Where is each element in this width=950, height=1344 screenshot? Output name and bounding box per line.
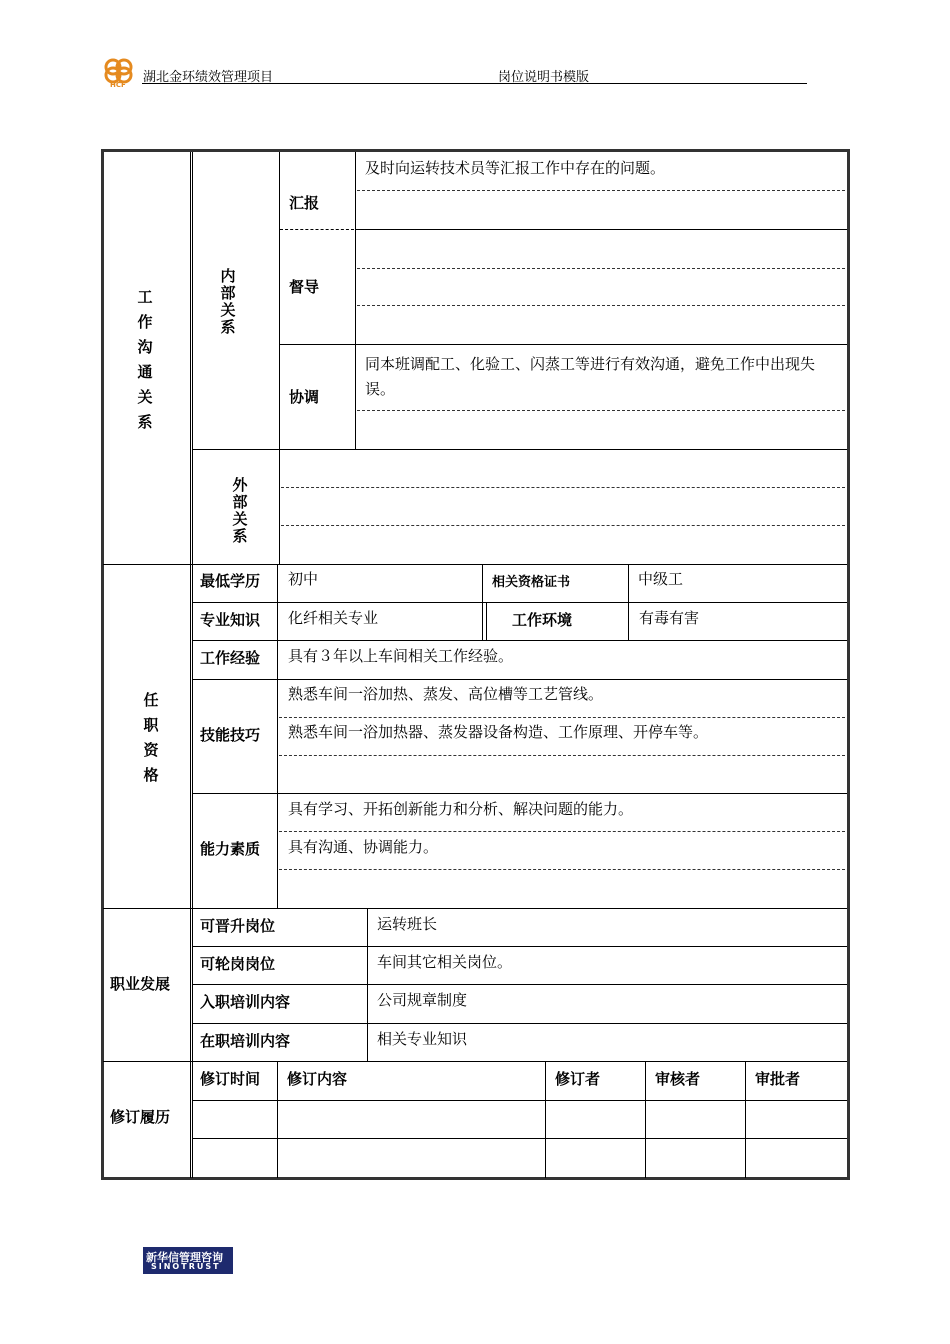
coordinate-text: 同本班调配工、化验工、闪蒸工等进行有效沟通，避免工作中出现失误。 (365, 355, 816, 398)
environment-label: 工作环境 (512, 611, 573, 629)
ability-line-1: 具有学习、开拓创新能力和分析、解决问题的能力。 (288, 800, 634, 818)
company-logo (100, 55, 140, 91)
revision-col-reviser: 修订者 (555, 1070, 601, 1088)
logo-text: HCF (110, 81, 126, 89)
revision-section-label: 修订履历 (110, 1108, 171, 1126)
certificate-label: 相关资格证书 (492, 575, 571, 590)
rotation-value: 车间其它相关岗位。 (377, 953, 513, 971)
supervise-label: 督导 (289, 278, 320, 296)
revision-col-time: 修订时间 (200, 1070, 261, 1088)
promotion-value: 运转班长 (377, 915, 438, 933)
external-relations-label: 外部关系 (232, 476, 248, 545)
onjob-training-value: 相关专业知识 (377, 1030, 468, 1048)
experience-value: 具有３年以上车间相关工作经验。 (288, 647, 514, 665)
experience-label: 工作经验 (200, 649, 261, 667)
education-label: 最低学历 (200, 572, 261, 590)
report-label: 汇报 (289, 194, 320, 212)
onjob-training-label: 在职培训内容 (200, 1032, 291, 1050)
header-rule (142, 83, 807, 84)
skills-label: 技能技巧 (200, 726, 261, 744)
doc-title: 岗位说明书模版 (498, 70, 590, 85)
revision-col-approver: 审批者 (755, 1070, 801, 1088)
ability-label: 能力素质 (200, 840, 261, 858)
onboarding-training-label: 入职培训内容 (200, 993, 291, 1011)
rotation-label: 可轮岗岗位 (200, 955, 276, 973)
comm-section-label: 工作沟通关系 (137, 288, 153, 431)
environment-value: 有毒有害 (639, 609, 700, 627)
certificate-value: 中级工 (638, 570, 684, 588)
onboarding-training-value: 公司规章制度 (377, 991, 468, 1009)
consultancy-logo (143, 1247, 233, 1274)
coordinate-label: 协调 (289, 388, 320, 406)
report-text: 及时向运转技术员等汇报工作中存在的问题。 (365, 159, 666, 177)
consultancy-logo-en: SINOTRUST (151, 1262, 221, 1271)
career-section-label: 职业发展 (110, 975, 171, 993)
skills-line-2: 熟悉车间一浴加热器、蒸发器设备构造、工作原理、开停车等。 (288, 723, 709, 741)
promotion-label: 可晋升岗位 (200, 917, 276, 935)
internal-relations-label: 内部关系 (220, 267, 236, 336)
knowledge-label: 专业知识 (200, 611, 261, 629)
revision-col-content: 修订内容 (287, 1070, 348, 1088)
skills-line-1: 熟悉车间一浴加热、蒸发、高位槽等工艺管线。 (288, 685, 604, 703)
project-name: 湖北金环绩效管理项目 (143, 70, 274, 85)
ability-line-2: 具有沟通、协调能力。 (288, 838, 439, 856)
education-value: 初中 (288, 570, 319, 588)
consultancy-logo-cn: 新华信管理咨询 (146, 1251, 223, 1264)
knowledge-value: 化纤相关专业 (288, 609, 379, 627)
revision-col-reviewer: 审核者 (655, 1070, 701, 1088)
qualification-section-label: 任职资格 (143, 691, 159, 784)
